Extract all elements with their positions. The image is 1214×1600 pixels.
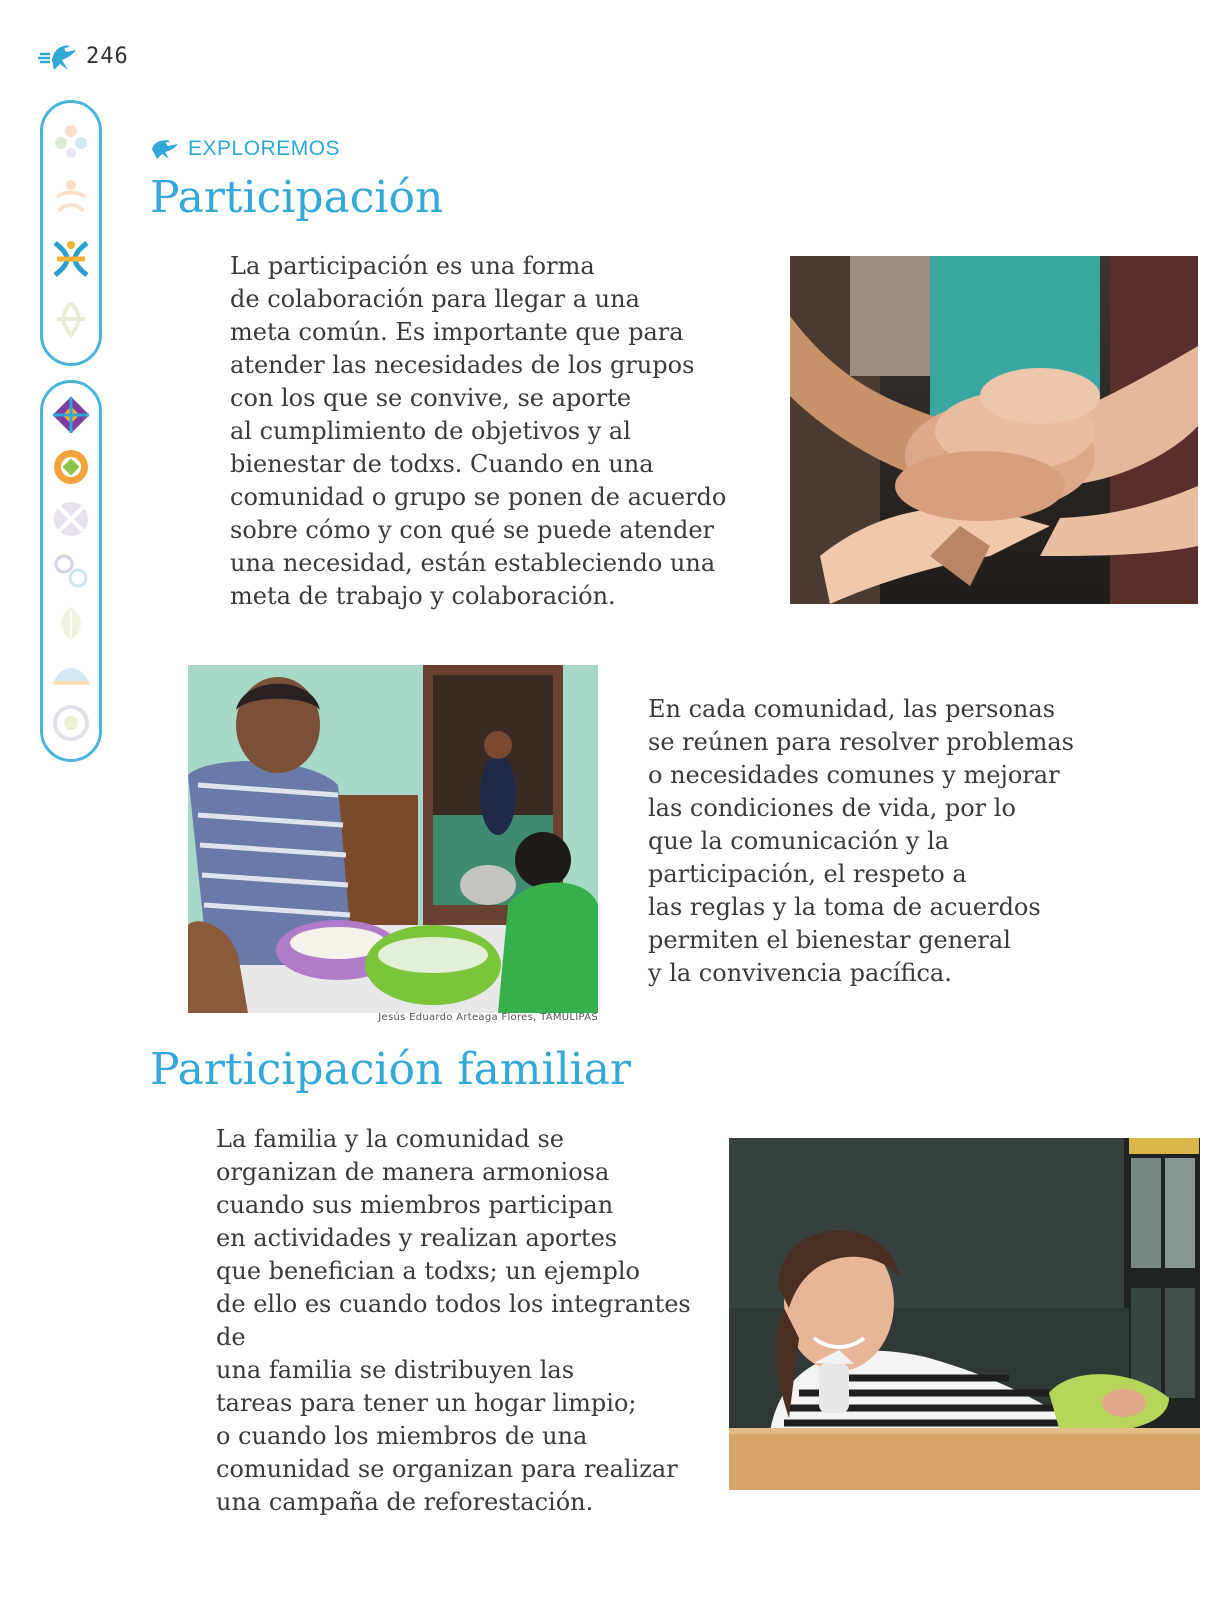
eje-vida-saludable-icon bbox=[49, 601, 93, 645]
ejes-articuladores-rail bbox=[40, 380, 102, 762]
eje-inclusion-icon bbox=[49, 393, 93, 437]
page-title: Participación bbox=[150, 172, 444, 223]
subsection-title: Participación familiar bbox=[150, 1044, 632, 1095]
hands-together-photo bbox=[790, 256, 1198, 604]
page-number: 246 bbox=[86, 44, 129, 69]
campo-etica-naturaleza-icon bbox=[49, 235, 93, 283]
family-paragraph: La familia y la comunidad se organizan de manera armoniosa cuando sus miembros participan en actividades y realizan aportes que benefician a todxs; un ejemplo de ello es cuando todos los integrantes de una familia se distribuyen las tareas para tener un hogar limpio; o cuando los miembros de una comunidad se organizan para realizar una campaña de reforestación. bbox=[216, 1125, 691, 1516]
community-paragraph: En cada comunidad, las personas se reúnen para resolver problemas o necesidades comunes y mejorar las condiciones de vida, por lo que la comunicación y la participación, el respeto a las reglas y la toma de acuerdos permiten el bienestar general y la convivencia pacífica. bbox=[648, 695, 1074, 987]
eje-artes-icon bbox=[49, 701, 93, 745]
intro-paragraph: La participación es una forma de colaboración para llegar a una meta común. Es importante que para atender las necesidades de los grupos con los que se convive, se aporte al cumplimiento de objetivos y al bienestar de todxs. Cuando en una comunidad o grupo se ponen de acuerdo sobre cómo y con qué se puede atender una necesidad, están estableciendo una meta de trabajo y colaboración. bbox=[230, 252, 727, 610]
hummingbird-icon bbox=[150, 137, 180, 161]
section-label bbox=[150, 134, 340, 164]
eje-pensamiento-critico-icon bbox=[49, 445, 93, 489]
eje-interculturalidad-icon bbox=[49, 497, 93, 541]
hummingbird-logo-icon bbox=[36, 40, 80, 74]
eje-igualdad-genero-icon bbox=[49, 549, 93, 593]
campos-formativos-rail bbox=[40, 100, 102, 366]
photo-caption: Jesús Eduardo Arteaga Flores, TAMULIPAS bbox=[378, 1012, 598, 1023]
campo-lenguajes-icon bbox=[51, 121, 91, 161]
campo-humano-comunitario-icon bbox=[51, 297, 91, 341]
campo-saberes-icon bbox=[51, 177, 91, 221]
family-cooking-photo bbox=[188, 665, 598, 1013]
eje-lectura-escritura-icon bbox=[49, 653, 93, 693]
girl-cleaning-photo bbox=[729, 1138, 1200, 1490]
section-label-text: EXPLOREMOS bbox=[188, 137, 341, 160]
